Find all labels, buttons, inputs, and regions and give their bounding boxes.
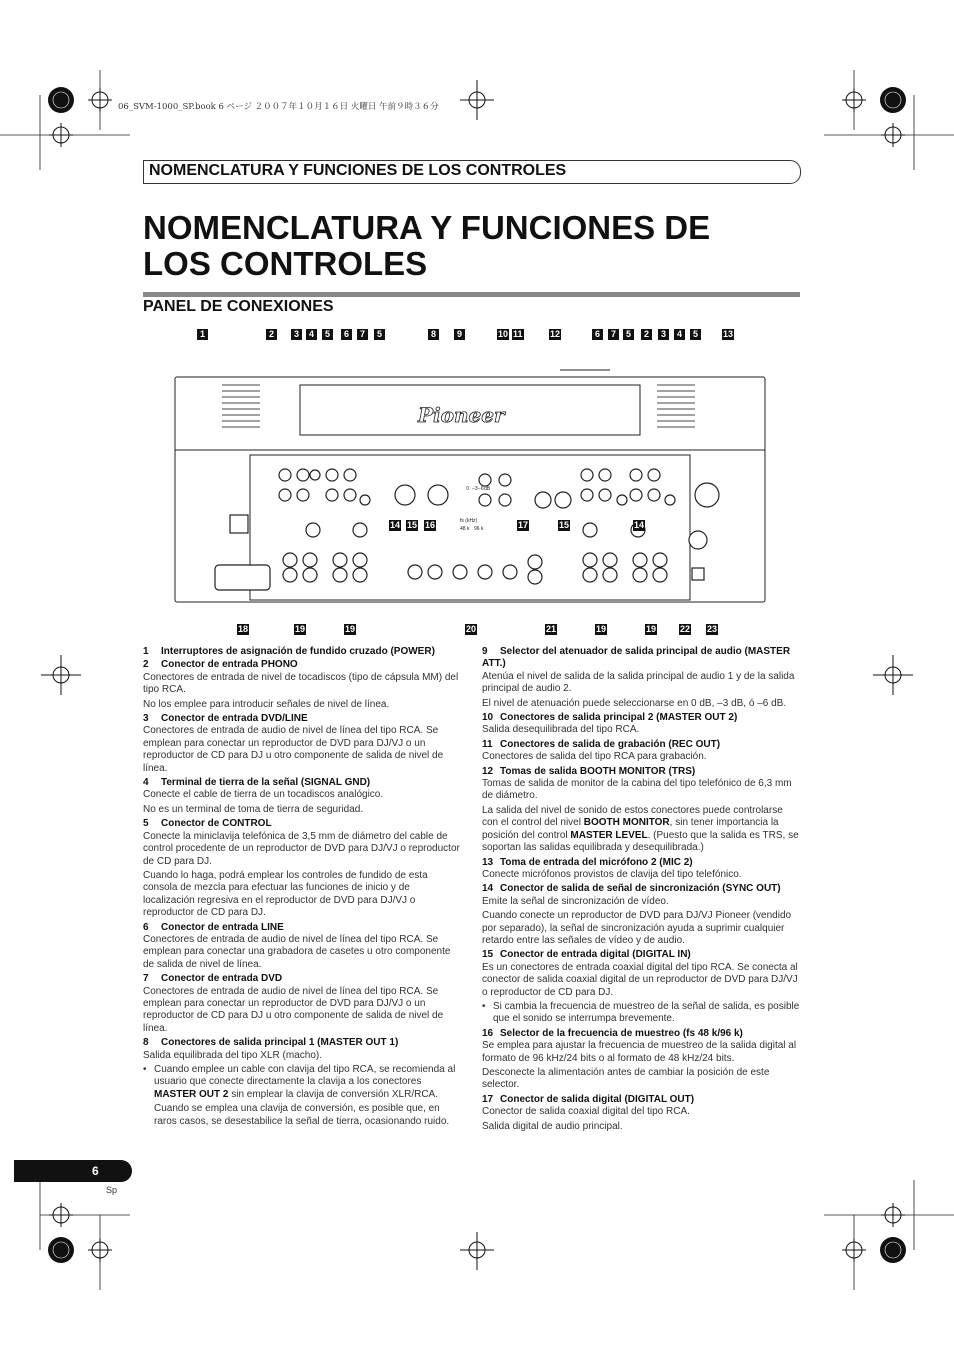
- bottom-callout: 19: [596, 624, 607, 634]
- item-heading: 5 Conector de CONTROL: [143, 818, 272, 830]
- item-paragraph: El nivel de atenuación puede seleccionarse en 0 dB, –3 dB, ó –6 dB.: [482, 697, 787, 709]
- fs-label-96: 96 k: [474, 526, 484, 532]
- item-paragraph: Conecte la miniclavija telefónica de 3,5 mm de diámetro del cable de control procedente de un reproductor de DVD para DJ/VJ o reproductor de CD para DJ.: [143, 830, 460, 867]
- item-heading: 11 Conectores de salida de grabación (REC OUT): [482, 738, 721, 750]
- top-callout: 1: [197, 329, 208, 340]
- item-paragraph: No es un terminal de toma de tierra de seguridad.: [143, 803, 364, 815]
- item-number: 1: [143, 646, 149, 657]
- item-number: 4: [143, 777, 149, 789]
- left-column: [143, 645, 461, 1130]
- language-code: Sp: [106, 1185, 118, 1195]
- top-callout: 3: [291, 329, 302, 340]
- item-paragraph: Conectores de entrada de audio de nivel de línea del tipo RCA. Se emplean para conectar un reproductor de DVD para DJ/VJ o un reproductor de CD para DJ u otro componente de salida de nivel de línea.: [143, 985, 444, 1034]
- att-label-db: dB: [484, 486, 491, 492]
- item-paragraph: Tomas de salida de monitor de la cabina del tipo telefónico de 6,3 mm de diámetro.: [482, 778, 792, 802]
- item-heading: 14 Conector de salida de señal de sincronización (SYNC OUT): [482, 883, 781, 895]
- item-paragraph: Conecte micrófonos provistos de clavija del tipo telefónico.: [482, 868, 742, 880]
- bottom-callout: 20: [466, 624, 477, 634]
- top-callout: 7: [357, 329, 368, 340]
- item-number: 8: [143, 1037, 149, 1049]
- page-number: 6: [92, 1164, 99, 1178]
- bold-term: BOOTH MONITOR: [583, 817, 670, 829]
- item-number: 17: [482, 1093, 494, 1105]
- item-paragraph: Atenúa el nivel de salida de la salida principal de audio 1 y de la salida principal de audio 2.: [482, 670, 795, 695]
- file-info: 06_SVM-1000_SP.book 6 ページ ２００７年１０月１６日 火曜日 午前９時３６分: [118, 102, 439, 112]
- item-paragraph: Cuando conecte un reproductor de DVD para DJ/VJ Pioneer (vendido por separado), la señal de sincronización ayuda a suprimir cualquier retardo entre las señales de vídeo y de audio.: [482, 910, 792, 946]
- item-paragraph: Conectores de entrada de nivel de tocadiscos (tipo de cápsula MM) del tipo RCA.: [143, 671, 459, 696]
- item-heading: 1 Interruptores de asignación de fundido cruzado (POWER): [143, 646, 435, 657]
- top-callout: 10: [498, 329, 509, 339]
- att-label-0: 0: [466, 486, 469, 492]
- bold-term: MASTER OUT 2: [154, 1088, 229, 1100]
- item-heading: 9 Selector del atenuador de salida principal de audio (MASTER ATT.): [482, 646, 791, 670]
- item-heading: 6 Conector de entrada LINE: [143, 921, 284, 933]
- mid-callout: 14: [634, 520, 645, 530]
- page-tab: [14, 1160, 132, 1182]
- top-callout: 4: [674, 329, 685, 340]
- brand-logo: Pioneer: [418, 403, 505, 427]
- item-paragraph: Conectores de entrada de audio de nivel de línea del tipo RCA. Se emplean para conectar una grabadora de casetes u otro componente de salida de nivel de línea.: [143, 933, 451, 970]
- page-title: NOMENCLATURA Y FUNCIONES DE LOS CONTROLES: [143, 209, 711, 282]
- top-callout: 4: [306, 329, 317, 340]
- bottom-callout: 22: [680, 624, 691, 634]
- item-number: 11: [482, 738, 493, 750]
- item-paragraph: Conectores de salida del tipo RCA para grabación.: [482, 751, 707, 763]
- att-label-6: −6: [478, 486, 484, 492]
- bottom-callout: 21: [546, 624, 557, 634]
- top-callout: 2: [641, 329, 652, 340]
- top-callout: 11: [513, 329, 523, 339]
- item-paragraph: Salida equilibrada del tipo XLR (macho).: [143, 1049, 322, 1061]
- item-paragraph: No los emplee para introducir señales de nivel de línea.: [143, 698, 390, 710]
- top-callout: 5: [322, 329, 333, 340]
- top-callout: 5: [374, 329, 385, 340]
- top-callout: 6: [341, 329, 352, 340]
- top-callout: 5: [690, 329, 701, 340]
- att-label-3: −3: [472, 486, 478, 492]
- top-callout: 9: [454, 329, 465, 340]
- top-callout: 6: [592, 329, 603, 340]
- item-heading: 8 Conectores de salida principal 1 (MASTER OUT 1): [143, 1037, 399, 1049]
- fs-label-title: fs (kHz): [460, 518, 478, 524]
- top-callout: 13: [723, 329, 734, 339]
- top-callout: 7: [608, 329, 619, 340]
- item-number: 16: [482, 1027, 494, 1039]
- item-number: 6: [143, 921, 149, 933]
- mid-callout: 15: [407, 520, 418, 530]
- item-number: 2: [143, 659, 149, 671]
- item-heading: 16 Selector de la frecuencia de muestreo (fs 48 k/96 k): [482, 1027, 743, 1039]
- section-title: PANEL DE CONEXIONES: [143, 298, 334, 315]
- item-heading: 12 Tomas de salida BOOTH MONITOR (TRS): [482, 765, 696, 777]
- item-bullet: • Si cambia la frecuencia de muestreo de la señal de salida, es posible que el sonido se interrumpa brevemente.: [482, 1001, 800, 1026]
- item-paragraph: Cuando lo haga, podrá emplear los controles de fundido de esta consola de mezcla para efectuar las funciones de inicio y de localización regresiva en el reproductor de DVD para DJ/VJ o reproductor de CD para DJ.: [143, 869, 428, 919]
- top-callout: 3: [658, 329, 669, 340]
- item-paragraph: Es un conectores de entrada coaxial digital del tipo RCA. Se conecta al conector de salida coaxial digital de un reproductor de DVD para DJ/VJ o reproductor de CD para DJ.: [482, 961, 798, 998]
- item-number: 14: [482, 883, 494, 895]
- item-number: 9: [482, 646, 488, 657]
- item-number: 5: [143, 818, 149, 830]
- mid-callout: 17: [518, 520, 529, 530]
- right-column: [482, 645, 800, 1135]
- top-callout: 5: [623, 329, 634, 340]
- item-paragraph: Conectores de entrada de audio de nivel de línea del tipo RCA. Se emplean para conectar un reproductor de DVD para DJ/VJ o un reproductor de CD para DJ u otro componente de salida de nivel de línea.: [143, 725, 444, 774]
- item-heading: 17 Conector de salida digital (DIGITAL OUT): [482, 1093, 695, 1105]
- item-heading: 3 Conector de entrada DVD/LINE: [143, 713, 308, 725]
- bottom-callout: 18: [238, 624, 249, 634]
- item-number: 3: [143, 713, 149, 725]
- item-number: 7: [143, 973, 149, 985]
- top-callout: 12: [550, 329, 561, 339]
- item-number: 15: [482, 949, 494, 961]
- item-heading: 15 Conector de entrada digital (DIGITAL IN): [482, 949, 691, 961]
- item-paragraph: Conecte el cable de tierra de un tocadiscos analógico.: [143, 789, 384, 801]
- bottom-callout: 19: [295, 624, 306, 634]
- item-heading: 7 Conector de entrada DVD: [143, 973, 283, 985]
- item-heading: 4 Terminal de tierra de la señal (SIGNAL GND): [143, 777, 371, 789]
- item-paragraph: Desconecte la alimentación antes de cambiar la posición de este selector.: [482, 1067, 770, 1091]
- item-bullet-cont: Cuando se emplea una clavija de conversión, es posible que, en raros casos, se desestabilice la señal de tierra, ocasionando ruido.: [154, 1103, 450, 1127]
- item-paragraph: Salida desequilibrada del tipo RCA.: [482, 724, 640, 736]
- bottom-callout: 19: [345, 624, 356, 634]
- item-paragraph: Se emplea para ajustar la frecuencia de muestreo de la salida digital al formato de 96 kHz/24 bits o al formato de 48 kHz/24 bits.: [482, 1040, 797, 1064]
- item-heading: 10 Conectores de salida principal 2 (MASTER OUT 2): [482, 712, 738, 724]
- bottom-callout: 23: [707, 624, 718, 634]
- item-paragraph: Emite la señal de sincronización de vídeo.: [482, 895, 669, 907]
- top-callout: 8: [428, 329, 439, 340]
- item-paragraph: Salida digital de audio principal.: [482, 1120, 623, 1132]
- mid-callout: 16: [425, 520, 436, 530]
- item-heading: 13 Toma de entrada del micrófono 2 (MIC 2): [482, 856, 693, 868]
- item-number: 10: [482, 712, 494, 724]
- item-paragraph: Conector de salida coaxial digital del tipo RCA.: [482, 1106, 690, 1118]
- running-header-title: NOMENCLATURA Y FUNCIONES DE LOS CONTROLES: [149, 162, 567, 179]
- item-bullet: • Cuando emplee un cable con clavija del tipo RCA, se recomienda al usuario que conecte directamente la clavija a los conectores MASTER OUT 2 sin emplear la clavija de conversión XLR/RCA.: [143, 1064, 461, 1101]
- item-paragraph: La salida del nivel de sonido de estos conectores puede controlarse con el control del nivel BOOTH MONITOR, sin tener importancia la posición del control MASTER LEVEL. (Puesto que la salida es TRS, se soportan las salidas equilibrada y desequilibrada.): [482, 804, 799, 854]
- bold-term: MASTER LEVEL: [570, 829, 648, 841]
- mid-callout: 14: [390, 520, 401, 530]
- fs-label-48: 48 k: [460, 526, 470, 532]
- top-callout: 2: [266, 329, 277, 340]
- item-heading: 2 Conector de entrada PHONO: [143, 659, 298, 671]
- item-number: 13: [482, 856, 494, 868]
- item-number: 12: [482, 765, 494, 777]
- mid-callout: 15: [559, 520, 570, 530]
- bottom-callout: 19: [646, 624, 657, 634]
